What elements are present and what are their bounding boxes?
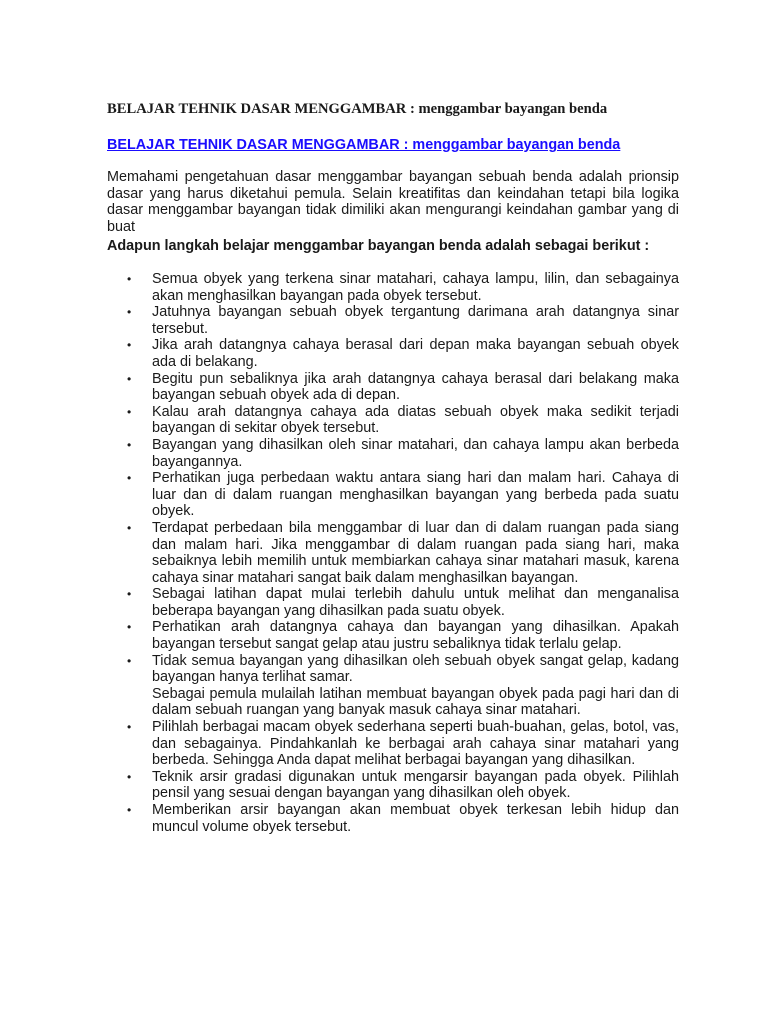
list-item <box>107 520 679 586</box>
bullet-icon: • <box>127 437 132 452</box>
list-item <box>107 769 679 802</box>
list-item <box>107 371 679 404</box>
bullet-icon: • <box>127 404 132 419</box>
bullet-icon: • <box>127 272 132 286</box>
steps-lead-heading: Adapun langkah belajar menggambar bayangan benda adalah sebagai berikut : <box>107 238 650 254</box>
list-item-text: Semua obyek yang terkena sinar matahari, cahaya lampu, lilin, dan sebagainya akan menghasilkan bayangan pada obyek tersebut. <box>152 271 679 304</box>
list-item <box>107 619 679 652</box>
list-item-text: Jika arah datangnya cahaya berasal dari depan maka bayangan sebuah obyek ada di belakang. <box>152 337 679 370</box>
list-item-text: Perhatikan juga perbedaan waktu antara siang hari dan malam hari. Cahaya di luar dan di dalam ruangan menghasilkan bayangan yang berbeda pada suatu obyek. <box>152 470 679 520</box>
list-item <box>107 404 679 437</box>
list-item <box>107 719 679 769</box>
bullet-icon: • <box>127 338 132 353</box>
list-item-text: Teknik arsir gradasi digunakan untuk mengarsir bayangan pada obyek. Pilihlah pensil yang sesuai dengan bayangan yang dihasilkan oleh obyek. <box>152 768 679 802</box>
list-item-text: Bayangan yang dihasilkan oleh sinar matahari, dan cahaya lampu akan berbeda bayangannya. <box>152 436 679 470</box>
bullet-icon: • <box>127 471 132 486</box>
bullet-icon: • <box>127 803 132 817</box>
list-item <box>107 586 679 619</box>
list-item <box>107 271 679 304</box>
bullet-icon: • <box>127 587 132 602</box>
bullet-icon: • <box>127 769 132 784</box>
bullet-icon: • <box>127 305 132 320</box>
bullet-icon: • <box>127 653 132 668</box>
list-item <box>107 304 679 337</box>
list-item <box>107 437 679 470</box>
list-item-text: Jatuhnya bayangan sebuah obyek tergantung darimana arah datangnya sinar tersebut. <box>152 304 679 337</box>
title-link[interactable]: BELAJAR TEHNIK DASAR MENGGAMBAR : menggambar bayangan benda <box>107 137 621 153</box>
list-item <box>107 653 679 719</box>
steps-list <box>107 271 679 835</box>
list-item-text: Kalau arah datangnya cahaya ada diatas sebuah obyek maka sedikit terjadi bayangan di sekitar obyek tersebut. <box>152 403 679 437</box>
list-item-text: Begitu pun sebaliknya jika arah datangnya cahaya berasal dari belakang maka bayangan sebuah obyek ada di depan. <box>152 370 679 404</box>
bullet-icon: • <box>127 720 132 735</box>
list-item-text: Memberikan arsir bayangan akan membuat obyek terkesan lebih hidup dan muncul volume obyek tersebut. <box>152 802 679 835</box>
bullet-icon: • <box>127 620 132 635</box>
list-item-text: Tidak semua bayangan yang dihasilkan oleh sebuah obyek sangat gelap, kadang bayangan hanya terlihat samar. Sebagai pemula mulailah latihan membuat bayangan obyek pada pagi hari dan di dalam sebuah ruangan yang banyak masuk cahaya sinar matahari. <box>152 652 679 719</box>
list-item <box>107 337 679 370</box>
list-item-text: Sebagai latihan dapat mulai terlebih dahulu untuk melihat dan menganalisa beberapa bayangan yang dihasilkan pada suatu obyek. <box>152 586 679 619</box>
intro-paragraph: Memahami pengetahuan dasar menggambar bayangan sebuah benda adalah prionsip dasar yang harus diketahui pemula. Selain kreatifitas dan keindahan tetapi bila logika dasar menggambar bayangan tidak dimiliki akan mengurangi keindahan gambar yang di buat <box>107 169 679 235</box>
bullet-icon: • <box>127 371 132 386</box>
list-item-text: Terdapat perbedaan bila menggambar di luar dan di dalam ruangan pada siang dan malam hari. Jika menggambar di dalam ruangan pada siang hari, maka sebaiknya lebih memilih untuk membiarkan cahaya sinar matahari masuk, karena cahaya sinar matahari sangat baik dalam menghasilkan bayangan. <box>152 519 679 586</box>
list-item <box>107 470 679 520</box>
list-item-text: Pilihlah berbagai macam obyek sederhana seperti buah-buahan, gelas, botol, vas, dan sebagainya. Pindahkanlah ke berbagai arah cahaya sinar matahari yang berbeda. Sehingga Anda dapat melihat berbagai bayangan yang dihasilkan. <box>152 719 679 769</box>
list-item <box>107 802 679 835</box>
bullet-icon: • <box>127 520 132 535</box>
document-title: BELAJAR TEHNIK DASAR MENGGAMBAR : menggambar bayangan benda <box>107 101 608 117</box>
list-item-text: Perhatikan arah datangnya cahaya dan bayangan yang dihasilkan. Apakah bayangan tersebut sangat gelap atau justru sebaliknya tidak terlalu gelap. <box>152 619 679 653</box>
